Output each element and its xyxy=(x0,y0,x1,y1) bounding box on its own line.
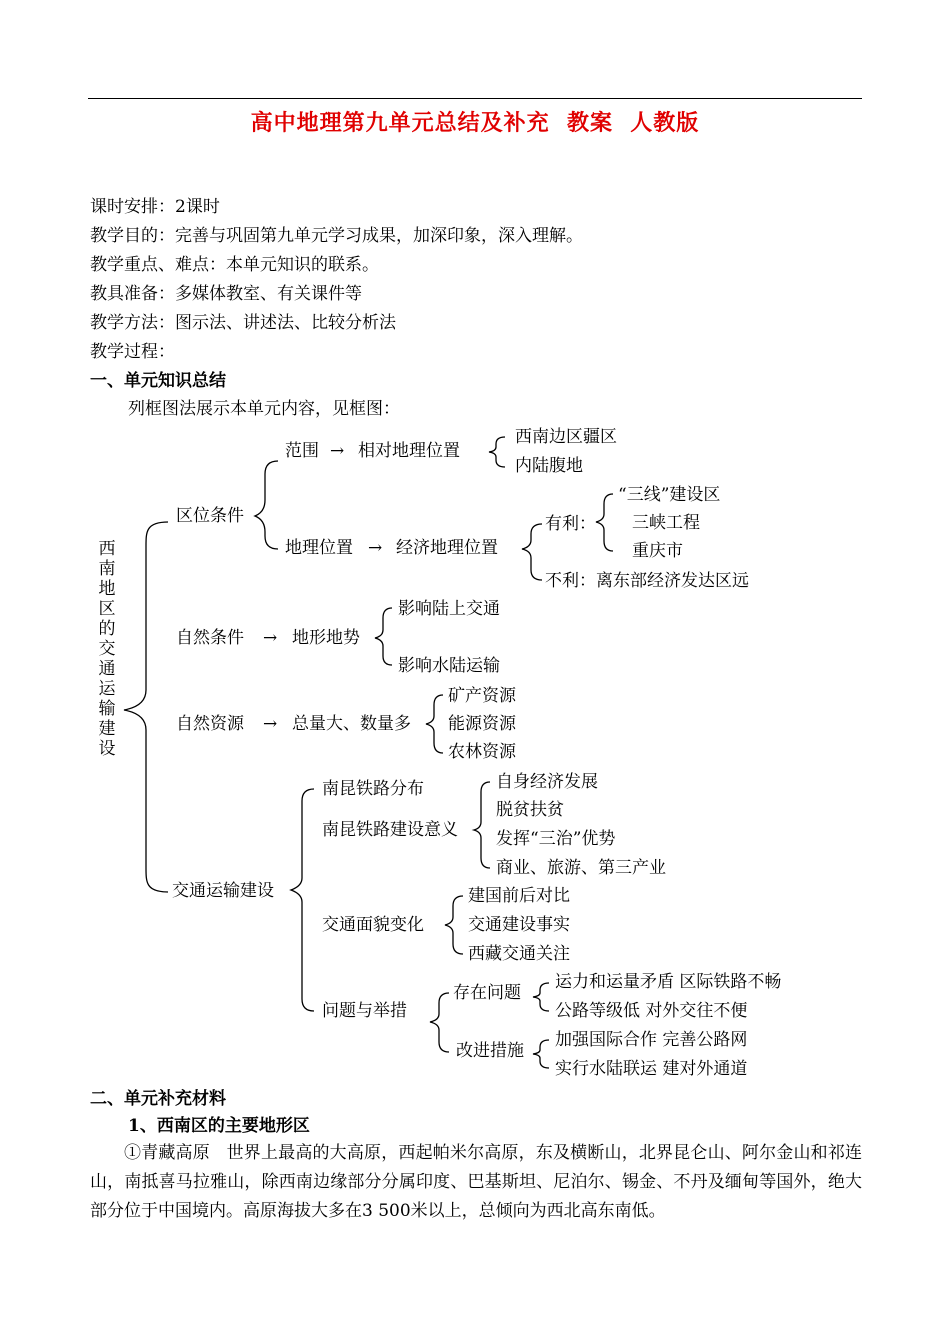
bracket-gaijin xyxy=(533,1040,549,1068)
node-ziran-tiaojian: 自然条件 xyxy=(176,628,244,648)
meta-value: 图示法、讲述法、比较分析法 xyxy=(175,313,396,333)
leaf-gaijin-1: 加强国际合作 完善公路网 xyxy=(555,1030,748,1050)
node-gaijin: 改进措施 xyxy=(456,1041,524,1061)
leaf-youli-3: 重庆市 xyxy=(632,541,683,561)
bracket-wenti xyxy=(430,993,449,1052)
bracket-xiangdui xyxy=(489,437,505,467)
meta-value: 多媒体教室、有关课件等 xyxy=(175,284,362,304)
bracket-dishi xyxy=(375,608,392,665)
arrow-icon: → xyxy=(330,441,345,461)
section1-intro: 列框图法展示本单元内容，见框图： xyxy=(128,399,400,419)
node-fanwei: 范围 xyxy=(285,441,319,461)
meta-label: 教学目的： xyxy=(90,226,175,246)
bracket-jingji xyxy=(522,524,542,580)
bracket-quwei xyxy=(255,461,278,549)
meta-value: 2课时 xyxy=(175,197,220,217)
leaf-mianmao-3: 西藏交通关注 xyxy=(468,944,570,964)
leaf-dixing-2: 影响水陆运输 xyxy=(398,656,500,676)
node-wenti: 问题与举措 xyxy=(322,1001,407,1021)
node-xiangdui: 相对地理位置 xyxy=(358,441,460,461)
leaf-yiyi-4: 商业、旅游、第三产业 xyxy=(496,858,666,878)
leaf-ziyuan-1: 矿产资源 xyxy=(448,686,516,706)
leaf-ziyuan-2: 能源资源 xyxy=(448,714,516,734)
leaf-cunzai-2: 公路等级低 对外交往不便 xyxy=(555,1001,748,1021)
page-title: 高中地理第九单元总结及补充 教案 人教版 xyxy=(250,110,700,136)
bracket-yiyi xyxy=(474,782,490,868)
section1-heading: 一、单元知识总结 xyxy=(90,371,226,391)
diagram-root: 西南地区的交通运输建设 xyxy=(98,539,116,759)
node-mianmao: 交通面貌变化 xyxy=(322,915,424,935)
leaf-youli-1: “三线”建设区 xyxy=(618,485,721,505)
meta-label: 教学过程： xyxy=(90,342,175,362)
node-jingji: 经济地理位置 xyxy=(396,538,498,558)
leaf-yiyi-1: 自身经济发展 xyxy=(496,772,598,792)
arrow-icon: → xyxy=(263,628,278,648)
node-dixing: 地形地势 xyxy=(292,628,360,648)
leaf-mianmao-2: 交通建设事实 xyxy=(468,915,570,935)
meta-label: 教学方法： xyxy=(90,313,175,333)
node-quwei: 区位条件 xyxy=(176,506,244,526)
arrow-icon: → xyxy=(368,538,383,558)
meta-label: 教具准备： xyxy=(90,284,175,304)
leaf-dixing-1: 影响陆上交通 xyxy=(398,599,500,619)
arrow-icon: → xyxy=(263,714,278,734)
node-youli: 有利： xyxy=(545,514,596,534)
leaf-cunzai-1: 运力和运量矛盾 区际铁路不畅 xyxy=(555,972,782,992)
node-nankun-fenbu: 南昆铁路分布 xyxy=(322,779,424,799)
leaf-gaijin-2: 实行水陆联运 建对外通道 xyxy=(555,1059,748,1079)
section2-heading: 二、单元补充材料 xyxy=(90,1089,226,1109)
leaf-xiangdui-1: 西南边区疆区 xyxy=(515,427,617,447)
leaf-mianmao-1: 建国前后对比 xyxy=(468,886,570,906)
leaf-yiyi-3: 发挥“三治”优势 xyxy=(496,829,616,849)
node-zongliang: 总量大、数量多 xyxy=(292,714,411,734)
leaf-xiangdui-2: 内陆腹地 xyxy=(515,456,583,476)
meta-label: 教学重点、难点： xyxy=(90,255,226,275)
node-buli: 不利：离东部经济发达区远 xyxy=(545,571,749,591)
meta-value: 本单元知识的联系。 xyxy=(226,255,379,275)
bracket-jiaotong xyxy=(291,789,314,1011)
bracket-ziyuan xyxy=(426,695,443,753)
node-dili: 地理位置 xyxy=(285,538,353,558)
node-cunzai: 存在问题 xyxy=(453,983,521,1003)
section2-paragraph: ①青藏高原 世界上最高的大高原，西起帕米尔高原，东及横断山，北界昆仑山、阿尔金山和祁连山，南抵喜马拉雅山，除西南边缘部分分属印度、巴基斯坦、尼泊尔、锡金、不丹及缅甸等国外，绝大部分位于中国境内。高原海拔大多在3 500米以上，总倾向为西北高东南低。 xyxy=(90,1143,862,1221)
node-jiaotong: 交通运输建设 xyxy=(172,881,274,901)
leaf-yiyi-2: 脱贫扶贫 xyxy=(496,800,564,820)
meta-value: 完善与巩固第九单元学习成果，加深印象，深入理解。 xyxy=(175,226,583,246)
bracket-cunzai xyxy=(533,983,549,1011)
node-ziran-ziyuan: 自然资源 xyxy=(176,714,244,734)
section2-subheading: 1、西南区的主要地形区 xyxy=(128,1116,310,1136)
meta-label: 课时安排： xyxy=(90,197,175,217)
bracket-youli xyxy=(596,494,613,551)
bracket-mianmao xyxy=(445,896,463,954)
leaf-ziyuan-3: 农林资源 xyxy=(448,742,516,762)
node-nankun-yiyi: 南昆铁路建设意义 xyxy=(322,820,458,840)
bracket-root xyxy=(124,522,168,892)
leaf-youli-2: 三峡工程 xyxy=(632,513,700,533)
